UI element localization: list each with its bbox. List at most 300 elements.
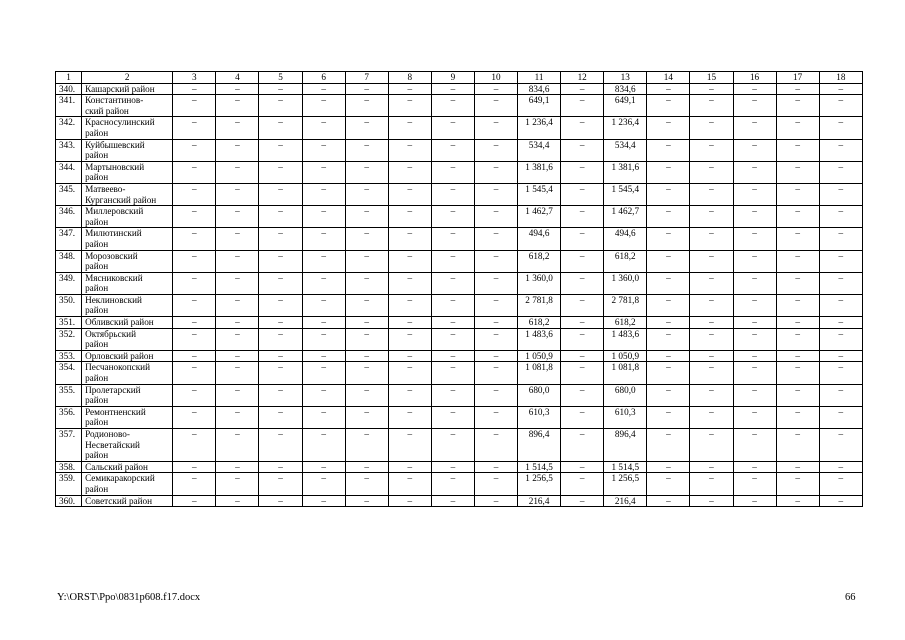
empty-dash-cell: – [733,206,776,228]
district-name [82,362,173,384]
value-col-13: 618,2 [604,250,647,272]
footer-file-path: Y:\ORST\Ppo\0831p608.f17.docx [57,592,201,603]
empty-dash-cell: – [259,317,302,329]
empty-dash-cell: – [302,83,345,95]
district-name-line: Куйбышевский [85,139,145,150]
table-row [56,161,863,183]
empty-dash-cell: – [819,362,862,384]
empty-dash-cell: – [561,461,604,473]
empty-dash-cell: – [259,350,302,362]
empty-dash-cell: – [259,95,302,117]
table-row [56,139,863,161]
district-name-line: район [85,483,109,494]
empty-dash-cell: – [302,161,345,183]
district-name-line: район [85,127,109,138]
row-number: 349. [56,272,82,294]
district-name-line: Матвеево- [85,183,126,194]
row-number: 343. [56,139,82,161]
empty-dash-cell: – [345,250,388,272]
empty-dash-cell: – [431,161,474,183]
table-row [56,328,863,350]
value-col-13: 1 050,9 [604,350,647,362]
empty-dash-cell: – [561,495,604,507]
district-name-line: Курганский район [85,194,157,205]
empty-dash-cell: – [647,473,690,495]
empty-dash-cell: – [388,139,431,161]
district-name-line: Неклиновский [85,294,142,305]
column-header: 1 [56,72,82,84]
empty-dash-cell: – [776,139,819,161]
empty-dash-cell: – [388,473,431,495]
empty-dash-cell: – [345,384,388,406]
empty-dash-cell: – [259,183,302,205]
empty-dash-cell: – [302,495,345,507]
empty-dash-cell: – [690,294,733,316]
district-name [82,272,173,294]
empty-dash-cell: – [388,183,431,205]
empty-dash-cell: – [690,250,733,272]
empty-dash-cell: – [431,272,474,294]
empty-dash-cell: – [431,95,474,117]
district-name [82,294,173,316]
district-name-line: район [85,373,109,384]
empty-dash-cell: – [345,328,388,350]
empty-dash-cell: – [819,350,862,362]
empty-dash-cell: – [388,384,431,406]
value-col-11: 1 483,6 [518,328,561,350]
empty-dash-cell: – [690,328,733,350]
empty-dash-cell: – [776,83,819,95]
empty-dash-cell: – [216,117,259,139]
value-col-13: 1 360,0 [604,272,647,294]
district-name-line: Морозовский [85,250,138,261]
empty-dash-cell: – [561,250,604,272]
empty-dash-cell: – [474,461,517,473]
empty-dash-cell: – [259,272,302,294]
empty-dash-cell: – [216,429,259,462]
empty-dash-cell: – [259,461,302,473]
district-name-line: район [85,172,109,183]
district-name-line: Советский район [85,495,153,506]
empty-dash-cell: – [647,272,690,294]
empty-dash-cell: – [733,406,776,428]
district-name [82,384,173,406]
empty-dash-cell: – [819,473,862,495]
row-number: 360. [56,495,82,507]
value-col-11: 618,2 [518,317,561,329]
empty-dash-cell: – [431,250,474,272]
empty-dash-cell: – [259,161,302,183]
empty-dash-cell: – [259,328,302,350]
empty-dash-cell: – [733,250,776,272]
table-row [56,228,863,250]
empty-dash-cell: – [561,317,604,329]
row-number: 357. [56,429,82,462]
empty-dash-cell: – [216,250,259,272]
empty-dash-cell: – [819,139,862,161]
district-name-line: район [85,216,109,227]
empty-dash-cell: – [345,495,388,507]
empty-dash-cell: – [259,362,302,384]
empty-dash-cell: – [561,161,604,183]
empty-dash-cell: – [259,384,302,406]
empty-dash-cell: – [647,161,690,183]
value-col-11: 534,4 [518,139,561,161]
empty-dash-cell: – [561,206,604,228]
empty-dash-cell: – [173,461,216,473]
table-row [56,317,863,329]
empty-dash-cell: – [216,95,259,117]
empty-dash-cell: – [733,183,776,205]
empty-dash-cell: – [302,384,345,406]
empty-dash-cell: – [776,272,819,294]
empty-dash-cell: – [474,161,517,183]
empty-dash-cell: – [345,206,388,228]
empty-dash-cell: – [345,161,388,183]
empty-dash-cell: – [474,429,517,462]
empty-dash-cell: – [733,83,776,95]
empty-dash-cell: – [388,161,431,183]
empty-dash-cell: – [388,272,431,294]
empty-dash-cell: – [733,161,776,183]
empty-dash-cell: – [388,317,431,329]
district-name [82,406,173,428]
row-number: 352. [56,328,82,350]
district-name [82,95,173,117]
empty-dash-cell: – [733,495,776,507]
value-col-11: 1 050,9 [518,350,561,362]
empty-dash-cell: – [216,183,259,205]
empty-dash-cell: – [173,250,216,272]
empty-dash-cell: – [173,350,216,362]
empty-dash-cell: – [474,473,517,495]
district-name-line: Ремонтненский [85,406,146,417]
empty-dash-cell: – [302,183,345,205]
district-name [82,183,173,205]
empty-dash-cell: – [216,328,259,350]
district-name-line: район [85,283,109,294]
empty-dash-cell: – [302,473,345,495]
empty-dash-cell: – [431,495,474,507]
row-number: 356. [56,406,82,428]
empty-dash-cell: – [561,429,604,462]
empty-dash-cell: – [345,406,388,428]
district-name [82,461,173,473]
value-col-13: 2 781,8 [604,294,647,316]
empty-dash-cell: – [173,429,216,462]
table-row [56,117,863,139]
empty-dash-cell: – [474,272,517,294]
district-name-line: Кашарский район [85,83,155,94]
empty-dash-cell: – [474,183,517,205]
empty-dash-cell: – [733,117,776,139]
empty-dash-cell: – [474,362,517,384]
empty-dash-cell: – [690,272,733,294]
empty-dash-cell: – [173,473,216,495]
empty-dash-cell: – [173,161,216,183]
empty-dash-cell: – [690,473,733,495]
empty-dash-cell: – [776,384,819,406]
empty-dash-cell: – [819,429,862,462]
empty-dash-cell: – [431,183,474,205]
empty-dash-cell: – [216,317,259,329]
column-header: 12 [561,72,604,84]
table-row [56,250,863,272]
empty-dash-cell: – [388,206,431,228]
empty-dash-cell: – [561,95,604,117]
empty-dash-cell: – [302,328,345,350]
empty-dash-cell: – [776,250,819,272]
empty-dash-cell: – [173,228,216,250]
empty-dash-cell: – [819,461,862,473]
empty-dash-cell: – [474,350,517,362]
empty-dash-cell: – [216,83,259,95]
empty-dash-cell: – [776,350,819,362]
empty-dash-cell: – [690,384,733,406]
empty-dash-cell: – [690,495,733,507]
column-header: 15 [690,72,733,84]
empty-dash-cell: – [431,473,474,495]
empty-dash-cell: – [431,206,474,228]
empty-dash-cell: – [302,117,345,139]
empty-dash-cell: – [733,95,776,117]
district-name-line: Орловский район [85,350,154,361]
empty-dash-cell: – [216,384,259,406]
empty-dash-cell: – [431,83,474,95]
empty-dash-cell: – [819,294,862,316]
district-name-line: район [85,339,109,350]
empty-dash-cell: – [819,183,862,205]
empty-dash-cell: – [259,139,302,161]
empty-dash-cell: – [647,317,690,329]
value-col-13: 534,4 [604,139,647,161]
empty-dash-cell: – [302,406,345,428]
empty-dash-cell: – [302,139,345,161]
empty-dash-cell: – [431,406,474,428]
empty-dash-cell: – [259,473,302,495]
value-col-11: 1 462,7 [518,206,561,228]
empty-dash-cell: – [388,328,431,350]
empty-dash-cell: – [561,384,604,406]
district-name-line: район [85,261,109,272]
empty-dash-cell: – [647,183,690,205]
empty-dash-cell: – [345,139,388,161]
district-name-line: Милютинский [85,228,142,239]
empty-dash-cell: – [173,139,216,161]
empty-dash-cell: – [690,95,733,117]
value-col-11: 1 081,8 [518,362,561,384]
empty-dash-cell: – [474,328,517,350]
empty-dash-cell: – [776,317,819,329]
empty-dash-cell: – [647,406,690,428]
empty-dash-cell: – [647,250,690,272]
empty-dash-cell: – [647,328,690,350]
empty-dash-cell: – [474,139,517,161]
empty-dash-cell: – [733,473,776,495]
empty-dash-cell: – [302,250,345,272]
row-number: 348. [56,250,82,272]
row-number: 358. [56,461,82,473]
district-name-line: Сальский район [85,461,148,472]
table-row [56,272,863,294]
empty-dash-cell: – [173,95,216,117]
district-name-line: район [85,417,109,428]
empty-dash-cell: – [345,473,388,495]
value-col-11: 1 381,6 [518,161,561,183]
empty-dash-cell: – [474,83,517,95]
empty-dash-cell: – [733,139,776,161]
value-col-13: 1 381,6 [604,161,647,183]
empty-dash-cell: – [173,384,216,406]
empty-dash-cell: – [819,384,862,406]
empty-dash-cell: – [431,117,474,139]
empty-dash-cell: – [690,362,733,384]
empty-dash-cell: – [819,328,862,350]
value-col-11: 1 360,0 [518,272,561,294]
empty-dash-cell: – [259,495,302,507]
empty-dash-cell: – [431,317,474,329]
empty-dash-cell: – [474,384,517,406]
empty-dash-cell: – [388,83,431,95]
column-header: 7 [345,72,388,84]
empty-dash-cell: – [733,272,776,294]
table-row [56,183,863,205]
empty-dash-cell: – [345,83,388,95]
district-name-line: район [85,450,109,461]
empty-dash-cell: – [431,328,474,350]
empty-dash-cell: – [388,228,431,250]
empty-dash-cell: – [561,328,604,350]
empty-dash-cell: – [690,350,733,362]
empty-dash-cell: – [173,272,216,294]
district-name-line: Мартыновский [85,161,145,172]
table-row [56,384,863,406]
page-number: 66 [845,592,856,603]
value-col-11: 649,1 [518,95,561,117]
district-name-line: Миллеровский [85,206,144,217]
value-col-13: 1 462,7 [604,206,647,228]
empty-dash-cell: – [216,139,259,161]
empty-dash-cell: – [431,139,474,161]
empty-dash-cell: – [776,362,819,384]
district-name-line: район [85,305,109,316]
empty-dash-cell: – [647,95,690,117]
empty-dash-cell: – [431,362,474,384]
value-col-13: 680,0 [604,384,647,406]
district-name-line: Родионово- [85,429,130,439]
value-col-13: 1 081,8 [604,362,647,384]
district-name [82,83,173,95]
district-name [82,161,173,183]
empty-dash-cell: – [733,350,776,362]
empty-dash-cell: – [776,328,819,350]
value-col-13: 618,2 [604,317,647,329]
row-number: 340. [56,83,82,95]
empty-dash-cell: – [647,139,690,161]
empty-dash-cell: – [431,461,474,473]
empty-dash-cell: – [259,83,302,95]
empty-dash-cell: – [388,495,431,507]
empty-dash-cell: – [561,473,604,495]
district-name-line: район [85,150,109,161]
row-number: 354. [56,362,82,384]
empty-dash-cell: – [776,161,819,183]
empty-dash-cell: – [474,317,517,329]
empty-dash-cell: – [474,95,517,117]
district-name [82,495,173,507]
value-col-11: 834,6 [518,83,561,95]
value-col-11: 1 256,5 [518,473,561,495]
empty-dash-cell: – [302,206,345,228]
row-number: 351. [56,317,82,329]
empty-dash-cell: – [819,495,862,507]
empty-dash-cell: – [431,429,474,462]
empty-dash-cell: – [690,83,733,95]
empty-dash-cell: – [561,117,604,139]
column-header: 16 [733,72,776,84]
empty-dash-cell: – [474,250,517,272]
row-number: 344. [56,161,82,183]
empty-dash-cell: – [561,406,604,428]
value-col-13: 1 483,6 [604,328,647,350]
empty-dash-cell: – [819,206,862,228]
column-header: 11 [518,72,561,84]
empty-dash-cell: – [173,294,216,316]
empty-dash-cell: – [388,95,431,117]
empty-dash-cell: – [345,362,388,384]
empty-dash-cell: – [216,406,259,428]
column-header: 14 [647,72,690,84]
empty-dash-cell: – [302,429,345,462]
empty-dash-cell: – [216,495,259,507]
value-col-11: 216,4 [518,495,561,507]
empty-dash-cell: – [259,117,302,139]
value-col-13: 834,6 [604,83,647,95]
empty-dash-cell: – [474,406,517,428]
empty-dash-cell: – [690,117,733,139]
empty-dash-cell: – [647,206,690,228]
district-name-line: Пролетарский [85,384,141,395]
value-col-11: 1 545,4 [518,183,561,205]
empty-dash-cell: – [733,362,776,384]
district-name [82,228,173,250]
empty-dash-cell: – [259,250,302,272]
district-name [82,429,173,462]
district-name [82,139,173,161]
empty-dash-cell: – [216,350,259,362]
row-number: 359. [56,473,82,495]
empty-dash-cell: – [216,362,259,384]
empty-dash-cell: – [776,406,819,428]
column-header: 18 [819,72,862,84]
empty-dash-cell: – [388,406,431,428]
row-number: 342. [56,117,82,139]
empty-dash-cell: – [647,362,690,384]
empty-dash-cell: – [733,429,776,462]
empty-dash-cell: – [302,272,345,294]
value-col-13: 610,3 [604,406,647,428]
empty-dash-cell: – [776,95,819,117]
empty-dash-cell: – [259,406,302,428]
row-number: 355. [56,384,82,406]
district-name [82,328,173,350]
column-header: 2 [82,72,173,84]
empty-dash-cell: – [431,350,474,362]
value-col-11: 1 236,4 [518,117,561,139]
empty-dash-cell: – [776,473,819,495]
column-header: 6 [302,72,345,84]
value-col-11: 2 781,8 [518,294,561,316]
